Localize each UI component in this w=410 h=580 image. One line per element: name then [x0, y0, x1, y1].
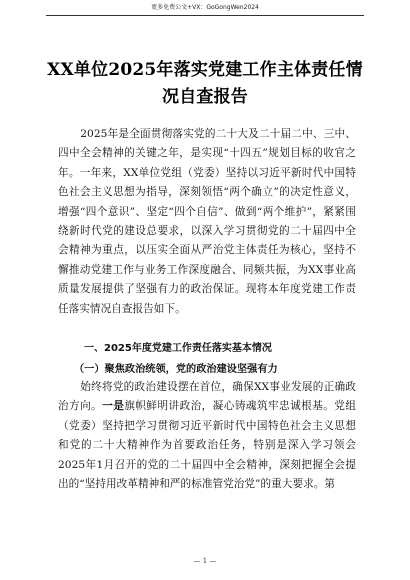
- bold-lead-text: 一是: [102, 400, 125, 413]
- header-note: 更多免费公文+VX：GoGongWen2024: [151, 4, 259, 11]
- paragraph-rest-text: 旗帜鲜明讲政治，凝心铸魂筑牢忠诚根基。党组（党委）坚持把学习贯彻习近平新时代中国特色社会主义思想和党的二十大精神作为首要政治任务，特别是深入学习领会2025年1月召开的党的二十届四中全会精神，深刻把握全会提出的“坚持用改革精神和严的标准管党治党”的重大要求。第: [58, 400, 356, 491]
- subsection-paragraph: [58, 378, 356, 494]
- subsection-heading-1: （一）聚焦政治统领，党的政治建设坚强有力: [74, 363, 278, 375]
- header-divider: [46, 15, 364, 16]
- section-heading-1: 一、2025年度党建工作责任落实基本情况: [84, 343, 272, 354]
- document-title: XX单位2025年落实党建工作主体责任情况自查报告: [47, 60, 363, 107]
- intro-paragraph: 2025年是全面贯彻落实党的二十大及二十届二中、三中、四中全会精神的关键之年，是实现“十四五”规划目标的收官之年。一年来，XX单位党组（党委）坚持以习近平新时代中国特色社会主义思想为指导，深刻领悟“两个确立”的决定性意义，增强“四个意识”、坚定“四个自信”、做到“两个维护”，紧紧围绕新时代党的建设总要求，以深入学习贯彻党的二十届四中全会精神为重点，以压实全面从严治党主体责任为核心，坚持不懈推动党建工作与业务工作深度融合、同频共振，为XX事业高质量发展提供了坚强有力的政治保证。现将本年度党建工作责任落实情况自查报告如下。: [58, 128, 356, 315]
- page-number: — 1 —: [193, 557, 217, 565]
- paragraph-intro-text: 始终将党的政治建设摆在首位，确保XX事业发展的正确政治方向。: [58, 381, 356, 413]
